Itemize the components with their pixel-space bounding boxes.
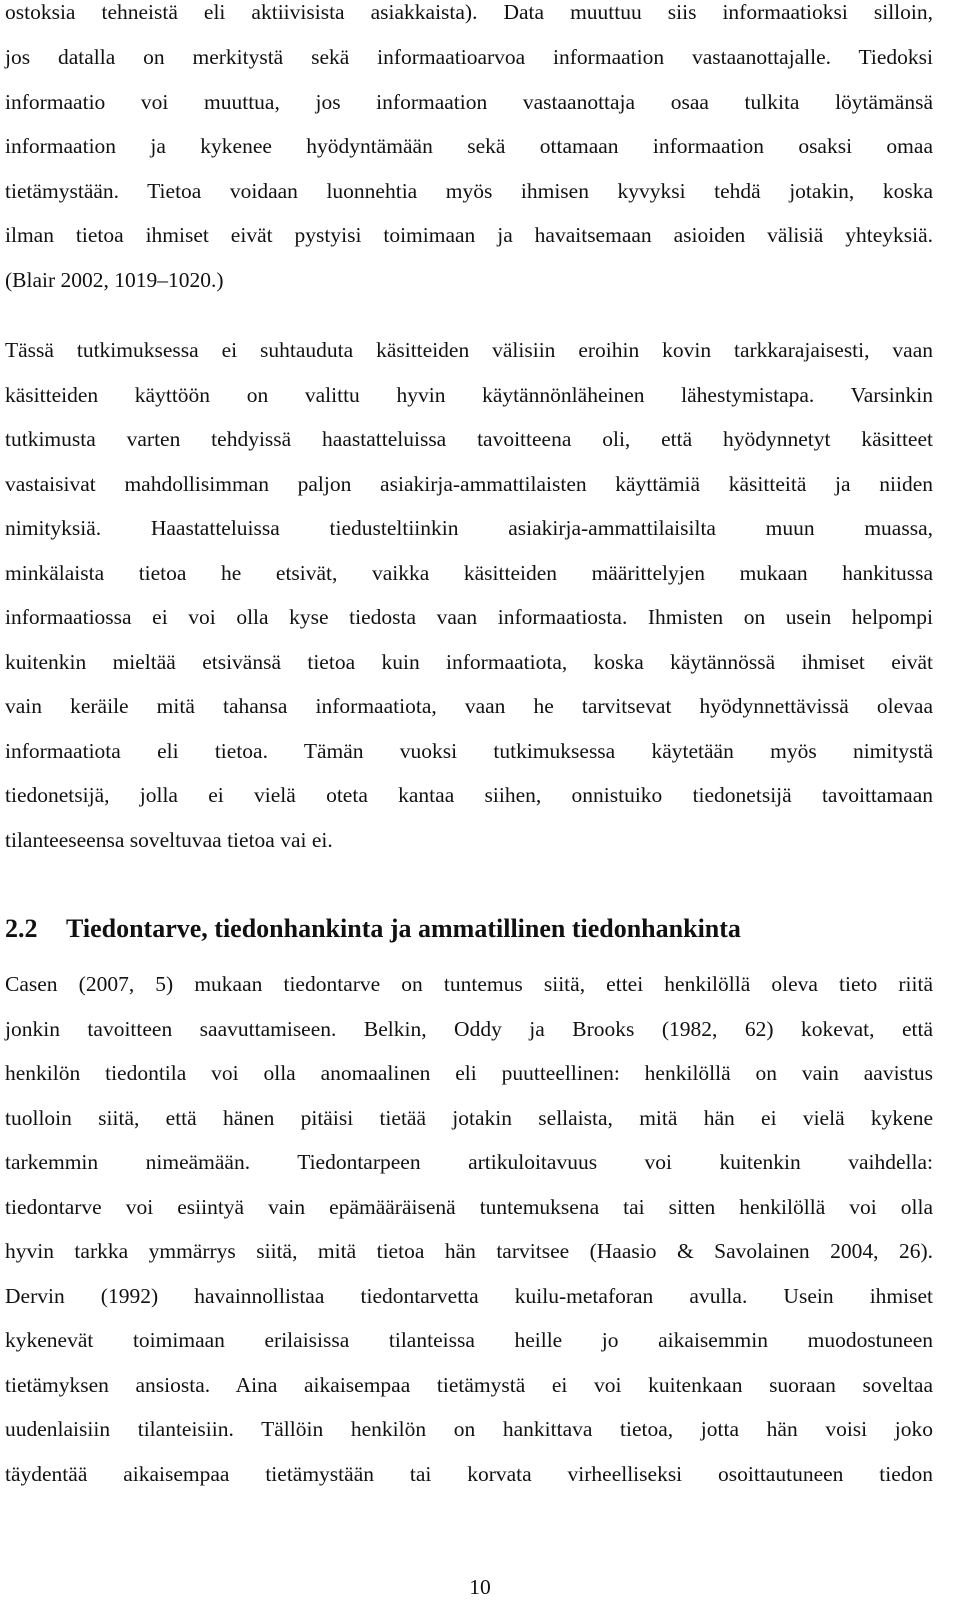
text-line: Tässä tutkimuksessa ei suhtauduta käsitteiden välisiin eroihin kovin tarkkarajaisesti, vaan: [5, 338, 933, 362]
text-line: jos datalla on merkitystä sekä informaatioarvoa informaation vastaanottajalle. Tiedoksi: [5, 45, 933, 69]
paragraph: [5, 335, 933, 855]
section-number: 2.2: [5, 914, 38, 943]
text-line: Dervin (1992) havainnollistaa tiedontarvetta kuilu-metaforan avulla. Usein ihmiset: [5, 1284, 933, 1308]
text-line: ostoksia tehneistä eli aktiivisista asiakkaista). Data muuttuu siis informaatioksi silloin,: [5, 0, 933, 24]
text-line: tietämyksen ansiosta. Aina aikaisempaa tietämystä ei voi kuitenkaan suoraan soveltaa: [5, 1373, 933, 1397]
text-line: uudenlaisiin tilanteisiin. Tällöin henkilön on hankittava tietoa, jotta hän voisi joko: [5, 1417, 933, 1441]
text-line: tiedontarve voi esiintyä vain epämääräisenä tuntemuksena tai sitten henkilöllä voi olla: [5, 1195, 933, 1219]
paragraph: [5, 0, 933, 300]
text-line: tarkemmin nimeämään. Tiedontarpeen artikuloitavuus voi kuitenkin vaihdella:: [5, 1150, 933, 1174]
paragraph: [5, 969, 933, 1509]
text-line: informaation ja kykenee hyödyntämään sekä ottamaan informaation osaksi omaa: [5, 134, 933, 158]
text-line: tutkimusta varten tehdyissä haastatteluissa tavoitteena oli, että hyödynnetyt käsitteet: [5, 427, 933, 451]
text-line: informaatio voi muuttua, jos informaation vastaanottaja osaa tulkita löytämänsä: [5, 90, 933, 114]
text-line: tilanteeseensa soveltuvaa tietoa vai ei.: [5, 828, 333, 852]
text-line: (Blair 2002, 1019–1020.): [5, 268, 224, 292]
text-line: tietämystään. Tietoa voidaan luonnehtia myös ihmisen kyvyksi tehdä jotakin, koska: [5, 179, 933, 203]
text-line: henkilön tiedontila voi olla anomaalinen eli puutteellinen: henkilöllä on vain aavistus: [5, 1061, 933, 1085]
text-line: hyvin tarkka ymmärrys siitä, mitä tietoa hän tarvitsee (Haasio & Savolainen 2004, 26).: [5, 1239, 933, 1263]
text-line: tuolloin siitä, että hänen pitäisi tietää jotakin sellaista, mitä hän ei vielä kykene: [5, 1106, 933, 1130]
section-heading: [5, 911, 933, 947]
text-line: täydentää aikaisempaa tietämystään tai korvata virheelliseksi osoittautuneen tiedon: [5, 1462, 933, 1486]
section-title: Tiedontarve, tiedonhankinta ja ammatillinen tiedonhankinta: [66, 914, 741, 943]
text-line: tiedonetsijä, jolla ei vielä oteta kantaa siihen, onnistuiko tiedonetsijä tavoittamaan: [5, 783, 933, 807]
text-line: kuitenkin mieltää etsivänsä tietoa kuin informaatiota, koska käytännössä ihmiset eivät: [5, 650, 933, 674]
text-line: ilman tietoa ihmiset eivät pystyisi toimimaan ja havaitsemaan asioiden välisiä yhteyksiä.: [5, 223, 933, 247]
text-line: informaatiossa ei voi olla kyse tiedosta vaan informaatiosta. Ihmisten on usein helpompi: [5, 605, 933, 629]
page-number: 10: [469, 1575, 491, 1599]
text-line: Casen (2007, 5) mukaan tiedontarve on tuntemus siitä, ettei henkilöllä oleva tieto riitä: [5, 972, 933, 996]
text-line: informaatiota eli tietoa. Tämän vuoksi tutkimuksessa käytetään myös nimitystä: [5, 739, 933, 763]
text-line: minkälaista tietoa he etsivät, vaikka käsitteiden määrittelyjen mukaan hankitussa: [5, 561, 933, 585]
text-line: vastaisivat mahdollisimman paljon asiakirja-ammattilaisten käyttämiä käsitteitä ja niiden: [5, 472, 933, 496]
text-line: nimityksiä. Haastatteluissa tiedusteltiinkin asiakirja-ammattilaisilta muun muassa,: [5, 516, 933, 540]
text-line: jonkin tavoitteen saavuttamiseen. Belkin, Oddy ja Brooks (1982, 62) kokevat, että: [5, 1017, 933, 1041]
text-line: käsitteiden käyttöön on valittu hyvin käytännönläheinen lähestymistapa. Varsinkin: [5, 383, 933, 407]
text-line: vain keräile mitä tahansa informaatiota, vaan he tarvitsevat hyödynnettävissä olevaa: [5, 694, 933, 718]
text-line: kykenevät toimimaan erilaisissa tilanteissa heille jo aikaisemmin muodostuneen: [5, 1328, 933, 1352]
